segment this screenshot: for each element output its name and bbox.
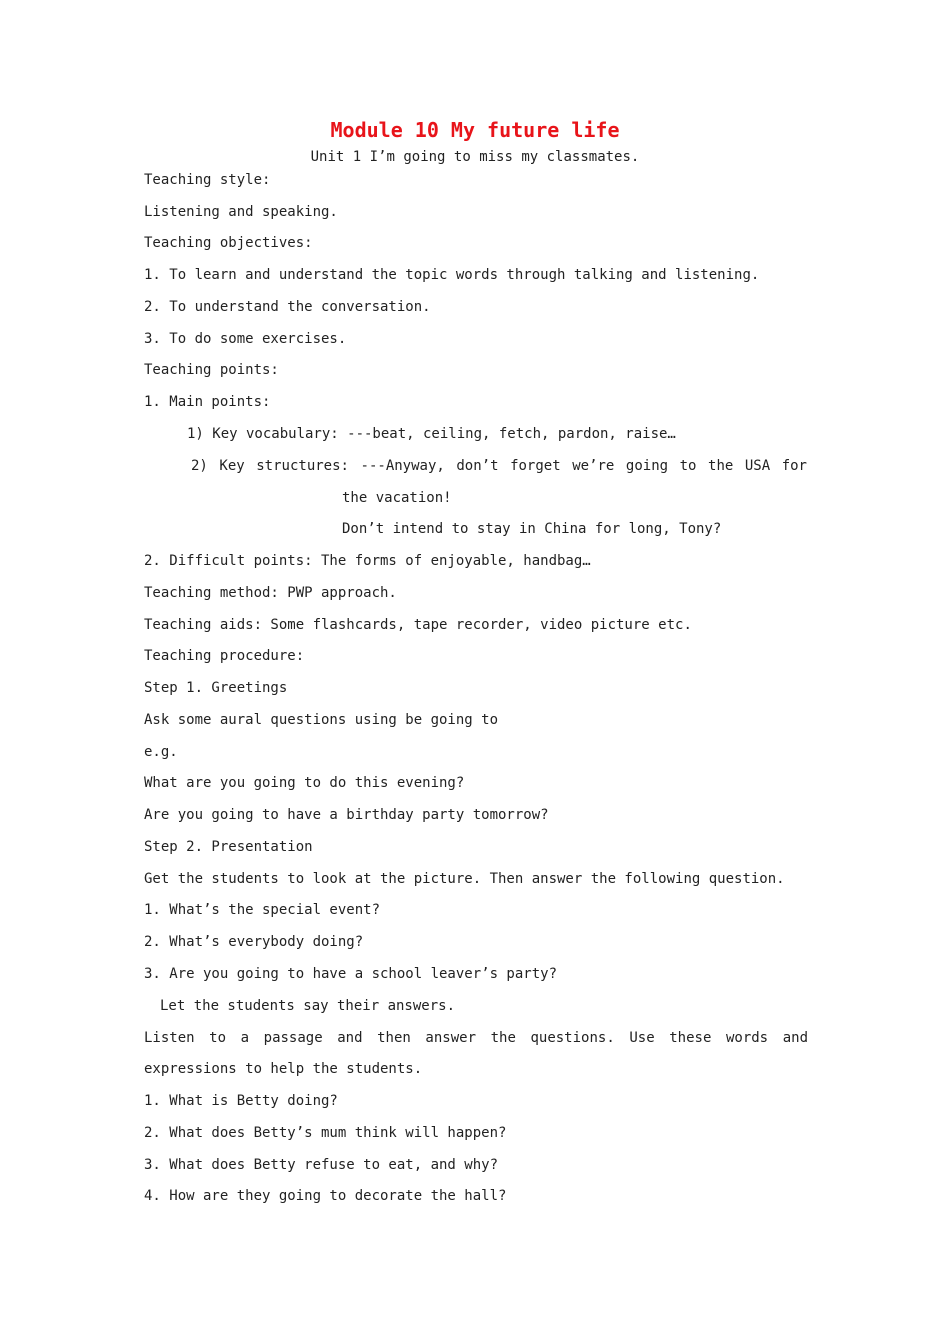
text-line: Teaching aids: Some flashcards, tape recorder, video picture etc. [144,617,692,633]
text-line: the vacation! [342,490,452,506]
text-line: Teaching objectives: [144,235,313,251]
text-line: 1. What’s the special event? [144,902,381,918]
text-line: 4. How are they going to decorate the hall? [144,1188,507,1204]
text-line: Don’t intend to stay in China for long, Tony? [342,521,722,537]
text-line: 2. What’s everybody doing? [144,934,364,950]
text-line: Teaching points: [144,362,279,378]
text-line: 1. Main points: [144,394,271,410]
text-line: 1. To learn and understand the topic words through talking and listening. [144,267,760,283]
text-line: Teaching method: PWP approach. [144,585,397,601]
document-title: Module 10 My future life [330,118,620,142]
text-line: Let the students say their answers. [160,998,456,1014]
text-line: Step 2. Presentation [144,839,313,855]
text-line: Teaching procedure: [144,648,305,664]
text-line: e.g. [144,744,178,760]
text-line: Teaching style: [144,172,271,188]
text-line: Listening and speaking. [144,204,338,220]
text-line: 2. What does Betty’s mum think will happen? [144,1125,507,1141]
text-line: 2. To understand the conversation. [144,299,431,315]
text-line: 1. What is Betty doing? [144,1093,338,1109]
text-line: What are you going to do this evening? [144,775,465,791]
text-line: expressions to help the students. [144,1061,423,1077]
text-line: Step 1. Greetings [144,680,288,696]
text-line: 3. What does Betty refuse to eat, and why? [144,1157,499,1173]
text-line: Are you going to have a birthday party tomorrow? [144,807,549,823]
text-line: 1) Key vocabulary: ---beat, ceiling, fetch, pardon, raise… [187,426,676,442]
text-line: 2. Difficult points: The forms of enjoyable, handbag… [144,553,591,569]
text-line: 2) Key structures: ---Anyway, don’t forget we’re going to the USA for [191,458,807,474]
text-line: Get the students to look at the picture. Then answer the following question. [144,871,785,887]
text-line: Listen to a passage and then answer the questions. Use these words and [144,1030,808,1046]
text-line: 3. Are you going to have a school leaver’s party? [144,966,558,982]
document-subtitle: Unit 1 I’m going to miss my classmates. [310,149,640,165]
text-line: 3. To do some exercises. [144,331,347,347]
text-line: Ask some aural questions using be going to [144,712,499,728]
